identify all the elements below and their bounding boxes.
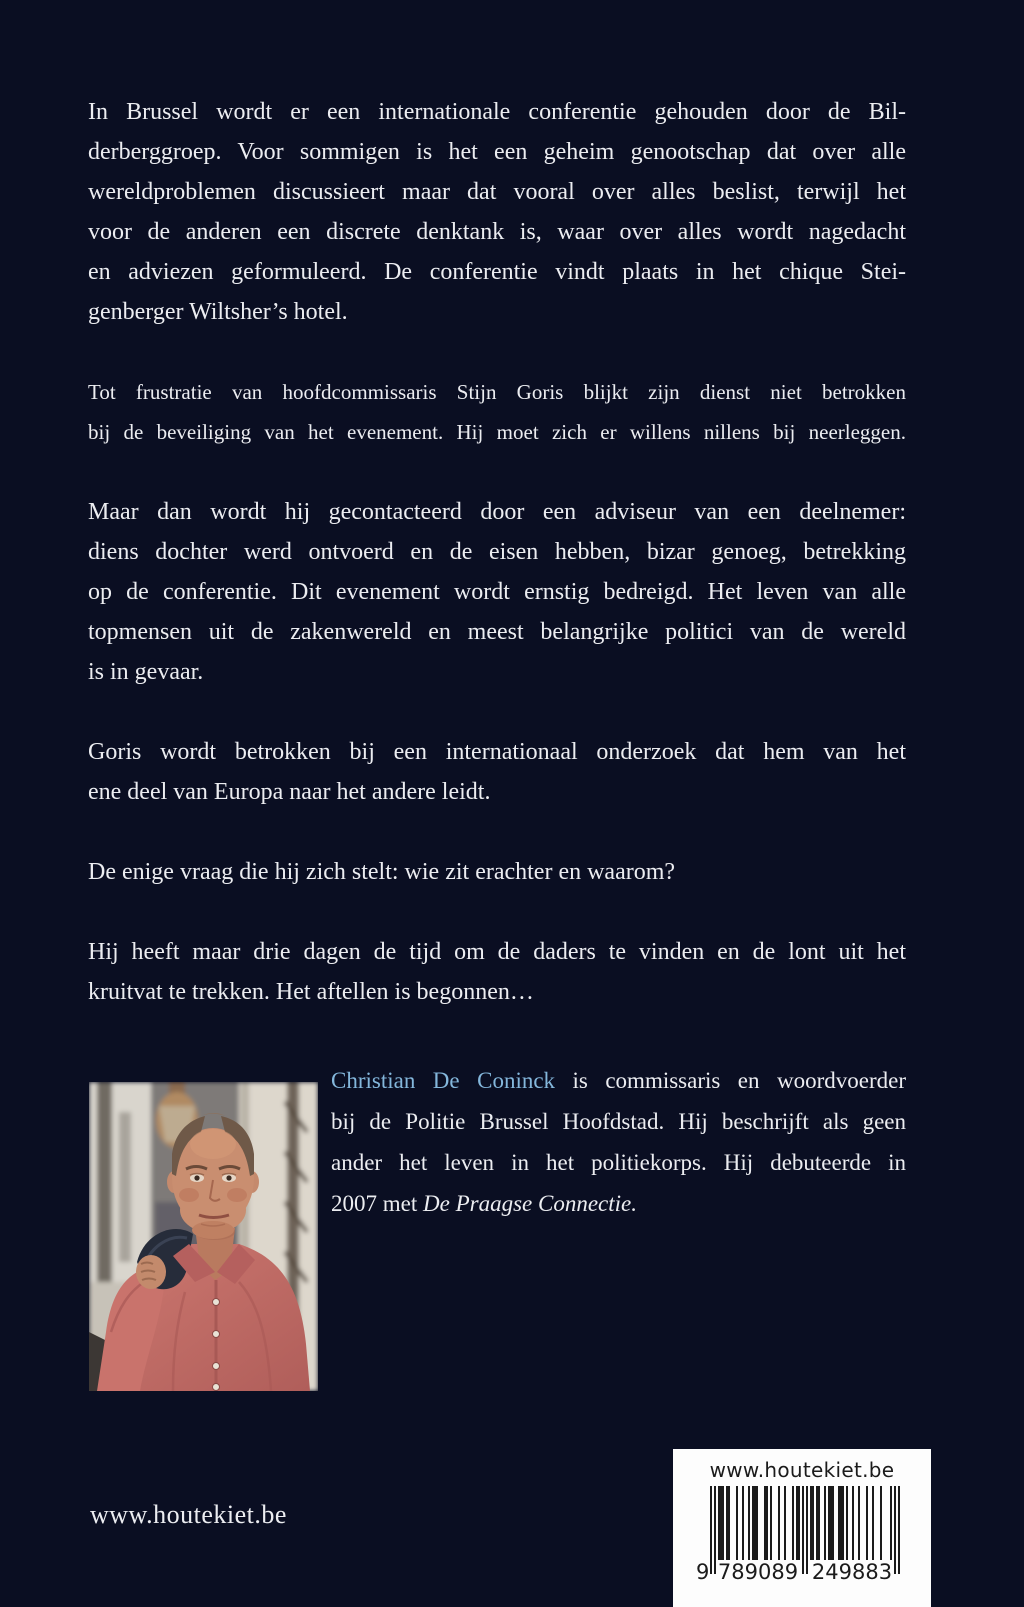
barcode-panel — [673, 1449, 931, 1607]
text-line: is in gevaar. — [88, 659, 204, 685]
synopsis-paragraph — [88, 732, 906, 812]
barcode-number: 9 — [696, 1560, 710, 1584]
synopsis-paragraph — [88, 372, 906, 452]
bio-line — [331, 1060, 906, 1101]
barcode-website: www.houtekiet.be — [709, 1458, 895, 1482]
bio-line1-rest: is commissaris en woordvoerder — [555, 1068, 906, 1093]
text-line: kruitvat te trekken. Het aftellen is begonnen… — [88, 979, 534, 1005]
text-line: Hij heeft maar drie dagen de tijd om de daders te vinden en de lont uit het — [88, 939, 906, 965]
barcode-number: 249883 — [811, 1560, 893, 1584]
text-line: op de conferentie. Dit evenement wordt ernstig bedreigd. Het leven van alle — [88, 579, 906, 605]
author-name: Christian De Coninck — [331, 1068, 556, 1093]
text-line: In Brussel wordt er een internationale conferentie gehouden door de Bil- — [88, 99, 906, 125]
bio-line4-pre: 2007 met — [331, 1191, 423, 1216]
text-line: diens dochter werd ontvoerd en de eisen hebben, bizar genoeg, betrekking — [88, 539, 906, 565]
bio-line: ander het leven in het politiekorps. Hij debuteerde in — [331, 1150, 906, 1175]
author-bio-text — [331, 1060, 906, 1224]
debut-book-title: De Praagse Connectie. — [423, 1191, 637, 1216]
text-line: Goris wordt betrokken bij een internationaal onderzoek dat hem van het — [88, 739, 906, 765]
text-line: De enige vraag die hij zich stelt: wie zit erachter en waarom? — [88, 859, 676, 885]
ean13-barcode — [696, 1486, 908, 1586]
text-line: wereldproblemen discussieert maar dat vooral over alles beslist, terwijl het — [88, 179, 906, 205]
text-line: Maar dan wordt hij gecontacteerd door een adviseur van een deelnemer: — [88, 499, 906, 525]
bio-line: bij de Politie Brussel Hoofdstad. Hij beschrijft als geen — [331, 1109, 906, 1134]
text-line: voor de anderen een discrete denktank is, waar over alles wordt nagedacht — [88, 219, 906, 245]
author-portrait-illustration — [89, 1082, 318, 1391]
synopsis-paragraph — [88, 932, 906, 1012]
publisher-website: www.houtekiet.be — [90, 1500, 287, 1529]
synopsis-paragraph — [88, 92, 906, 332]
text-line: en adviezen geformuleerd. De conferentie vindt plaats in het chique Stei- — [88, 259, 906, 285]
author-photo — [89, 1082, 318, 1391]
text-line: topmensen uit de zakenwereld en meest belangrijke politici van de wereld — [88, 619, 906, 645]
bio-line — [331, 1183, 906, 1224]
text-line: ene deel van Europa naar het andere leidt. — [88, 779, 491, 805]
barcode-number: 789089 — [717, 1560, 799, 1584]
text-line: bij de beveiliging van het evenement. Hij moet zich er willens nillens bij neerleggen. — [88, 420, 906, 444]
synopsis-paragraph — [88, 492, 906, 692]
text-line: Tot frustratie van hoofdcommissaris Stijn Goris blijkt zijn dienst niet betrokken — [88, 380, 906, 404]
synopsis — [88, 92, 906, 1052]
author-bio — [89, 1060, 907, 1391]
text-line: genberger Wiltsher’s hotel. — [88, 299, 348, 325]
text-line: derberggroep. Voor sommigen is het een geheim genootschap dat over alle — [88, 139, 906, 165]
synopsis-paragraph — [88, 852, 906, 892]
